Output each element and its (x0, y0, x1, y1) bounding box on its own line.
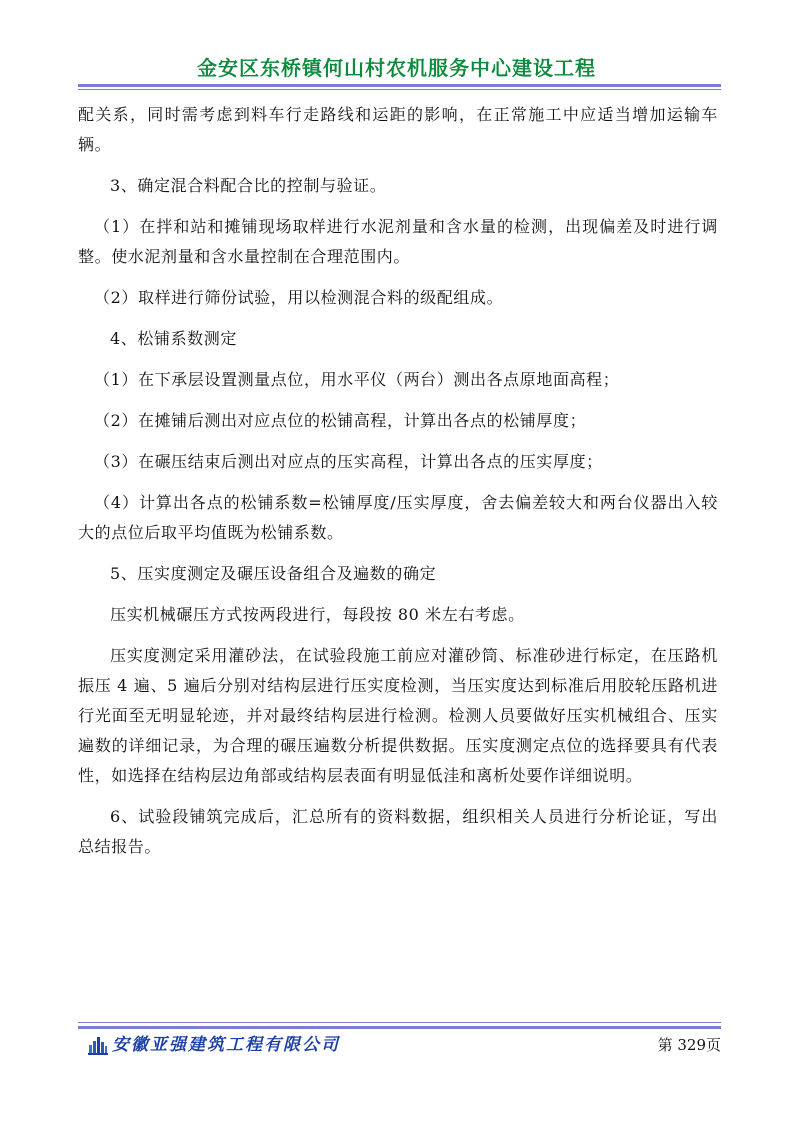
document-body (78, 100, 718, 862)
page-number: 第 329页 (657, 1036, 721, 1054)
page-header-title: 金安区东桥镇何山村农机服务中心建设工程 (197, 56, 596, 80)
paragraph: （2）在摊铺后测出对应点位的松铺高程，计算出各点的松铺厚度； (94, 411, 587, 430)
footer-rule-thick (78, 1026, 721, 1029)
company-name: 安徽亚强建筑工程有限公司 (112, 1035, 340, 1055)
paragraph: 3、确定混合料配合比的控制与验证。 (110, 176, 387, 195)
header-rule-thick (78, 84, 721, 87)
paragraph: （4）计算出各点的松铺系数=松铺厚度/压实厚度，舍去偏差较大和两台仪器出入较大的点位后取平均值既为松铺系数。 (78, 493, 718, 542)
page-footer (78, 1033, 721, 1059)
footer-rule-thin (78, 1022, 721, 1023)
header-rule-thin (78, 89, 721, 90)
paragraph: （1）在拌和站和摊铺现场取样进行水泥剂量和含水量的检测，出现偏差及时进行调整。使水泥剂量和含水量控制在合理范围内。 (78, 217, 718, 266)
paragraph: 6、试验段铺筑完成后，汇总所有的资料数据，组织相关人员进行分析论证，写出总结报告。 (78, 807, 718, 856)
paragraph: 压实机械碾压方式按两段进行，每段按 80 米左右考虑。 (110, 605, 525, 624)
company-logo-icon (88, 1035, 108, 1055)
paragraph: （2）取样进行筛份试验，用以检测混合料的级配组成。 (94, 288, 504, 307)
paragraph: （1）在下承层设置测量点位，用水平仪（两台）测出各点原地面高程； (94, 370, 620, 389)
paragraph: 配关系，同时需考虑到料车行走路线和运距的影响，在正常施工中应适当增加运输车辆。 (78, 105, 718, 154)
paragraph: 5、压实度测定及碾压设备组合及遍数的确定 (110, 564, 437, 583)
paragraph: （3）在碾压结束后测出对应点的压实高程，计算出各点的压实厚度； (94, 452, 603, 471)
paragraph: 4、松铺系数测定 (110, 329, 237, 348)
paragraph: 压实度测定采用灌砂法，在试验段施工前应对灌砂筒、标准砂进行标定，在压路机振压 4 遍、5 遍后分别对结构层进行压实度检测，当压实度达到标准后用胶轮压路机进行光面至无明显轮迹，并对最终结构层进行检测。检测人员要做好压实机械组合、压实遍数的详细记录，为合理的碾压遍数分析提供数据。压实度测定点位的选择要具有代表性，如选择在结构层边角部或结构层表面有明显低洼和离析处要作详细说明。 (78, 646, 718, 785)
